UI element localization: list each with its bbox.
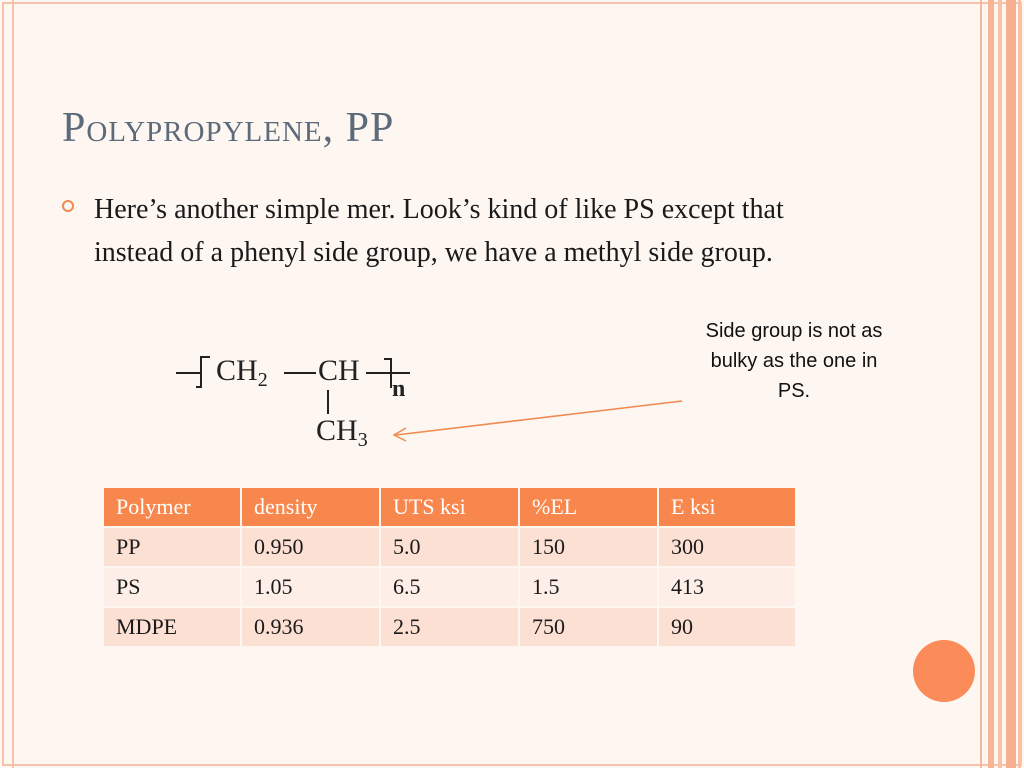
ch-group: CH xyxy=(318,354,360,387)
arrow-line xyxy=(396,401,682,435)
table-cell: PP xyxy=(104,528,240,566)
table-row xyxy=(104,568,795,606)
column-header: %EL xyxy=(520,488,657,526)
table-cell: 1.5 xyxy=(520,568,657,606)
ch3-group: $CH_3$ xyxy=(316,414,368,451)
bullet-text: Here’s another simple mer. Look’s kind of like PS except that instead of a phenyl side group, we have a methyl side group. xyxy=(94,194,784,268)
ch2-group: $CH_2$ xyxy=(216,354,268,391)
callout-text: Side group is not as bulky as the one in PS. xyxy=(705,320,883,402)
table-cell: 0.950 xyxy=(242,528,379,566)
column-header: UTS ksi xyxy=(381,488,518,526)
column-header: E ksi xyxy=(659,488,795,526)
table-cell: 5.0 xyxy=(381,528,518,566)
table-cell: 0.936 xyxy=(242,608,379,646)
table-cell: 90 xyxy=(659,608,795,646)
table-cell: MDPE xyxy=(104,608,240,646)
table-cell: 1.05 xyxy=(242,568,379,606)
column-header: density xyxy=(242,488,379,526)
table-cell: 2.5 xyxy=(381,608,518,646)
table-row xyxy=(104,528,795,566)
table-cell: PS xyxy=(104,568,240,606)
table-cell: 6.5 xyxy=(381,568,518,606)
table-cell: 300 xyxy=(659,528,795,566)
slide-title: Polypropylene, PP xyxy=(62,105,395,151)
column-header: Polymer xyxy=(104,488,240,526)
table-cell: 150 xyxy=(520,528,657,566)
properties-table xyxy=(102,486,797,648)
table-cell: 750 xyxy=(520,608,657,646)
table-header-row xyxy=(104,488,795,526)
table-row xyxy=(104,608,795,646)
table-cell: 413 xyxy=(659,568,795,606)
repeat-n-subscript: n xyxy=(392,376,406,402)
